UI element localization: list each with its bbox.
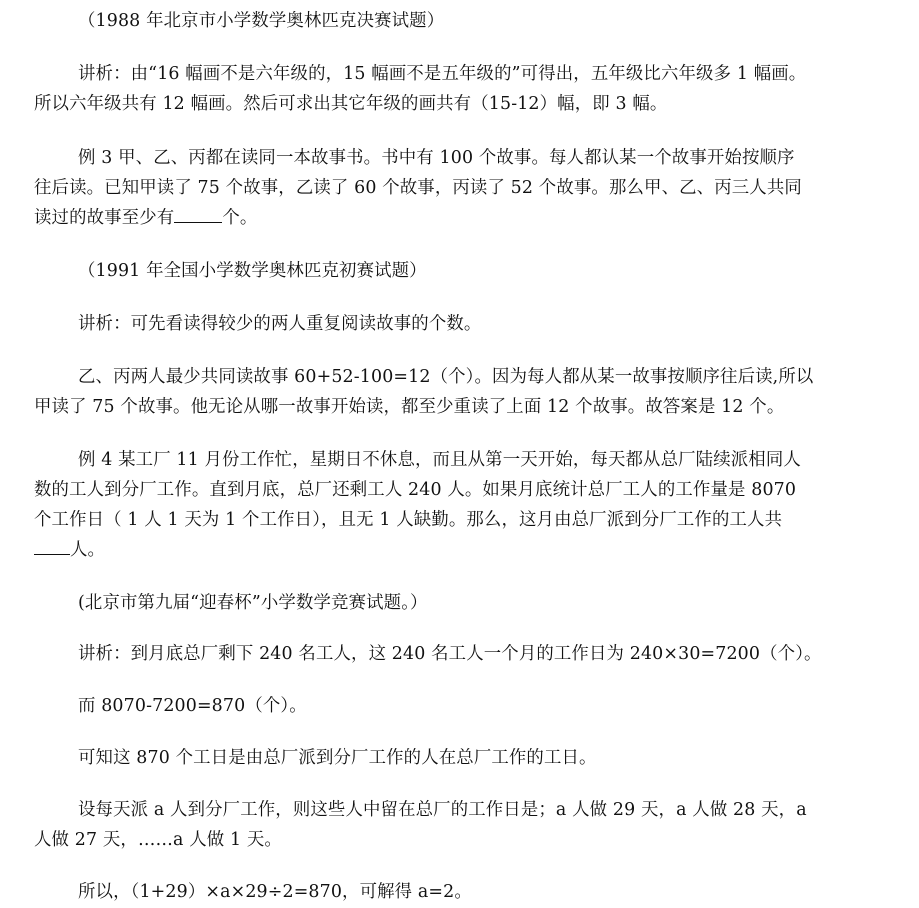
example-4-line: 例 4 某工厂 11 月份工作忙，星期日不休息，而且从第一天开始，每天都从总厂陆续派相同人 [78, 450, 801, 470]
analysis-paragraph-line: 所以六年级共有 12 幅画。然后可求出其它年级的画共有（15-12）幅，即 3 幅。 [34, 94, 668, 114]
analysis-paragraph-line: 甲读了 75 个故事。他无论从哪一故事开始读，都至少重读了上面 12 个故事。故答案是 12 个。 [34, 397, 785, 417]
example-3-line: 例 3 甲、乙、丙都在读同一本故事书。书中有 100 个故事。每人都认某一个故事开始按顺序 [78, 148, 795, 168]
calculation-line: 而 8070-7200=870（个）。 [78, 696, 307, 716]
answer-blank [174, 206, 222, 223]
analysis-paragraph-line: 乙、丙两人最少共同读故事 60+52-100=12（个）。因为每人都从某一故事按顺序往后读,所以 [78, 367, 814, 387]
source-note-yingchun: (北京市第九届“迎春杯”小学数学竞赛试题。） [78, 593, 428, 613]
example-3-text: 个。 [222, 208, 258, 228]
example-4-line: 个工作日（ 1 人 1 天为 1 个工作日），且无 1 人缺勤。那么，这月由总厂派到分厂工作的工人共 [34, 510, 783, 530]
calculation-line: 人做 27 天，……a 人做 1 天。 [34, 830, 282, 850]
example-4-line [34, 538, 105, 562]
source-note-1991: （1991 年全国小学数学奥林匹克初赛试题） [78, 261, 427, 281]
example-4-text: 人。 [70, 540, 106, 560]
calculation-line: 设每天派 a 人到分厂工作，则这些人中留在总厂的工作日是；a 人做 29 天，a 人做 28 天，a [78, 800, 807, 820]
calculation-line: 所以，（1+29）×a×29÷2=870，可解得 a=2。 [78, 882, 472, 902]
example-3-line [34, 206, 257, 230]
example-3-text: 读过的故事至少有 [34, 208, 175, 228]
calculation-line: 可知这 870 个工日是由总厂派到分厂工作的人在总厂工作的工日。 [78, 748, 597, 768]
analysis-paragraph-line: 讲析：由“16 幅画不是六年级的，15 幅画不是五年级的”可得出，五年级比六年级多 1 幅画。 [78, 64, 807, 84]
analysis-paragraph-line: 讲析：可先看读得较少的两人重复阅读故事的个数。 [78, 314, 482, 334]
answer-blank [34, 538, 70, 555]
analysis-paragraph-line: 讲析：到月底总厂剩下 240 名工人，这 240 名工人一个月的工作日为 240×30=7200（个）。 [78, 644, 822, 664]
example-4-line: 数的工人到分厂工作。直到月底，总厂还剩工人 240 人。如果月底统计总厂工人的工作量是 8070 [34, 480, 797, 500]
source-note-1988: （1988 年北京市小学数学奥林匹克决赛试题） [78, 11, 445, 31]
example-3-line: 往后读。已知甲读了 75 个故事，乙读了 60 个故事，丙读了 52 个故事。那么甲、乙、丙三人共同 [34, 178, 802, 198]
